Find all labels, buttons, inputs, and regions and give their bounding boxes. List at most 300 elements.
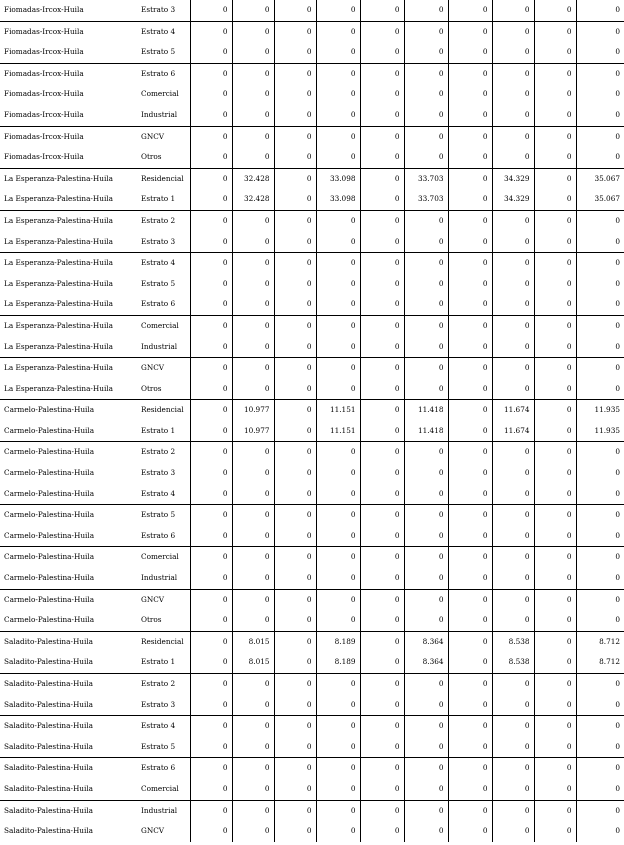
value-cell: 0 xyxy=(232,674,274,695)
value-cell: 0 xyxy=(360,358,404,379)
value-cell: 0 xyxy=(360,21,404,42)
table-row xyxy=(0,800,624,821)
value-cell: 0 xyxy=(316,294,360,315)
value-cell: 0 xyxy=(404,800,448,821)
value-cell: 0 xyxy=(492,358,534,379)
value-cell: 10.977 xyxy=(232,400,274,421)
value-cell: 0 xyxy=(404,253,448,274)
category-cell: Estrato 2 xyxy=(138,674,190,695)
table-row xyxy=(0,547,624,568)
value-cell: 0 xyxy=(190,126,232,147)
table-row xyxy=(0,442,624,463)
table-row xyxy=(0,674,624,695)
value-cell: 0 xyxy=(448,674,492,695)
value-cell: 8.015 xyxy=(232,631,274,652)
value-cell: 0 xyxy=(492,779,534,800)
value-cell: 0 xyxy=(232,358,274,379)
category-cell: Estrato 1 xyxy=(141,194,176,204)
site-cell: Fiomadas-Ircox-Huila xyxy=(4,89,84,99)
value-cell: 0 xyxy=(316,253,360,274)
value-cell: 0 xyxy=(448,695,492,716)
table-row xyxy=(0,589,624,610)
value-cell: 0 xyxy=(360,821,404,842)
value-cell: 0 xyxy=(404,126,448,147)
value-cell: 0 xyxy=(274,631,316,652)
value-cell: 0 xyxy=(232,568,274,589)
category-cell: Otros xyxy=(141,152,162,162)
table-row xyxy=(0,42,624,63)
value-cell: 0 xyxy=(190,505,232,526)
value-cell: 33.703 xyxy=(404,189,448,210)
value-cell: 0 xyxy=(492,232,534,253)
value-cell: 0 xyxy=(190,674,232,695)
value-cell: 11.674 xyxy=(492,421,534,442)
value-cell: 0 xyxy=(404,779,448,800)
value-cell: 0 xyxy=(492,253,534,274)
site-cell: Carmelo-Palestina-Huila xyxy=(4,488,95,498)
value-cell: 0 xyxy=(360,84,404,105)
value-cell: 0 xyxy=(404,737,448,758)
value-cell: 0 xyxy=(360,253,404,274)
value-cell: 32.428 xyxy=(232,189,274,210)
value-cell: 0 xyxy=(448,442,492,463)
table-row xyxy=(0,126,624,147)
site-cell: Saladito-Palestina-Huila xyxy=(4,826,94,836)
value-cell: 0 xyxy=(190,315,232,336)
value-cell: 0 xyxy=(274,337,316,358)
value-cell: 0 xyxy=(190,442,232,463)
value-cell: 0 xyxy=(448,400,492,421)
value-cell: 0 xyxy=(534,21,576,42)
value-cell: 0 xyxy=(404,0,448,21)
value-cell: 0 xyxy=(404,274,448,295)
value-cell: 0 xyxy=(190,21,232,42)
value-cell: 0 xyxy=(360,631,404,652)
value-cell: 8.712 xyxy=(576,631,624,652)
value-cell: 0 xyxy=(190,274,232,295)
value-cell: 0 xyxy=(448,126,492,147)
value-cell: 0 xyxy=(576,442,624,463)
value-cell: 0 xyxy=(232,505,274,526)
category-cell: GNCV xyxy=(138,589,190,610)
value-cell: 0 xyxy=(190,358,232,379)
value-cell: 0 xyxy=(316,505,360,526)
value-cell: 11.935 xyxy=(576,400,624,421)
value-cell: 0 xyxy=(492,42,534,63)
value-cell: 0 xyxy=(190,189,232,210)
value-cell: 0 xyxy=(576,253,624,274)
table-row xyxy=(0,232,624,253)
value-cell: 0 xyxy=(360,105,404,126)
table-row xyxy=(0,21,624,42)
value-cell: 11.935 xyxy=(576,421,624,442)
value-cell: 0 xyxy=(360,337,404,358)
value-cell: 0 xyxy=(404,358,448,379)
value-cell: 0 xyxy=(274,42,316,63)
table-row xyxy=(0,358,624,379)
table-row xyxy=(0,400,624,421)
category-cell: Otros xyxy=(141,383,162,393)
value-cell: 0 xyxy=(404,315,448,336)
value-cell: 33.098 xyxy=(316,168,360,189)
value-cell: 0 xyxy=(448,21,492,42)
value-cell: 0 xyxy=(492,0,534,21)
table-row xyxy=(0,505,624,526)
table-row xyxy=(0,526,624,547)
value-cell: 0 xyxy=(360,758,404,779)
value-cell: 0 xyxy=(534,547,576,568)
value-cell: 0 xyxy=(274,379,316,400)
table-row xyxy=(0,716,624,737)
value-cell: 0 xyxy=(448,821,492,842)
value-cell: 0 xyxy=(232,21,274,42)
value-cell: 0 xyxy=(534,210,576,231)
value-cell: 0 xyxy=(576,716,624,737)
value-cell: 0 xyxy=(576,568,624,589)
site-cell: Fiomadas-Ircox-Huila xyxy=(0,63,138,84)
category-cell: Industrial xyxy=(138,800,190,821)
value-cell: 0 xyxy=(316,147,360,168)
value-cell: 0 xyxy=(316,716,360,737)
value-cell: 0 xyxy=(576,547,624,568)
value-cell: 0 xyxy=(404,526,448,547)
value-cell: 0 xyxy=(492,695,534,716)
value-cell: 0 xyxy=(492,526,534,547)
value-cell: 0 xyxy=(360,421,404,442)
value-cell: 0 xyxy=(448,63,492,84)
value-cell: 0 xyxy=(232,42,274,63)
value-cell: 0 xyxy=(190,463,232,484)
value-cell: 8.189 xyxy=(316,652,360,673)
value-cell: 0 xyxy=(576,505,624,526)
category-cell: Estrato 3 xyxy=(141,5,176,14)
category-cell: Estrato 3 xyxy=(141,468,176,478)
value-cell: 0 xyxy=(316,547,360,568)
table-row xyxy=(0,105,624,126)
value-cell: 0 xyxy=(534,526,576,547)
category-cell: Otros xyxy=(141,615,162,625)
value-cell: 0 xyxy=(492,84,534,105)
value-cell: 0 xyxy=(492,379,534,400)
value-cell: 0 xyxy=(534,758,576,779)
value-cell: 0 xyxy=(404,821,448,842)
site-cell: Fiomadas-Ircox-Huila xyxy=(0,126,138,147)
value-cell: 0 xyxy=(448,484,492,505)
value-cell: 0 xyxy=(316,568,360,589)
table-row xyxy=(0,652,624,673)
value-cell: 0 xyxy=(232,589,274,610)
value-cell: 0 xyxy=(534,63,576,84)
value-cell: 0 xyxy=(534,716,576,737)
value-cell: 0 xyxy=(492,821,534,842)
table-row xyxy=(0,337,624,358)
value-cell: 0 xyxy=(448,421,492,442)
value-cell: 0 xyxy=(448,547,492,568)
value-cell: 0 xyxy=(360,674,404,695)
category-cell: Estrato 2 xyxy=(138,210,190,231)
value-cell: 11.418 xyxy=(404,400,448,421)
value-cell: 0 xyxy=(492,716,534,737)
table-row xyxy=(0,821,624,842)
value-cell: 0 xyxy=(360,737,404,758)
site-cell: La Esperanza-Palestina-Huila xyxy=(0,358,138,379)
value-cell: 0 xyxy=(448,737,492,758)
value-cell: 0 xyxy=(534,253,576,274)
site-cell: Saladito-Palestina-Huila xyxy=(0,674,138,695)
value-cell: 0 xyxy=(404,84,448,105)
value-cell: 0 xyxy=(190,821,232,842)
value-cell: 0 xyxy=(404,589,448,610)
value-cell: 0 xyxy=(316,526,360,547)
value-cell: 0 xyxy=(448,505,492,526)
value-cell: 0 xyxy=(360,463,404,484)
table-row xyxy=(0,779,624,800)
value-cell: 0 xyxy=(448,526,492,547)
value-cell: 0 xyxy=(316,379,360,400)
value-cell: 8.189 xyxy=(316,631,360,652)
value-cell: 0 xyxy=(274,0,316,21)
value-cell: 0 xyxy=(576,695,624,716)
category-cell: Estrato 4 xyxy=(138,716,190,737)
value-cell: 0 xyxy=(448,800,492,821)
value-cell: 0 xyxy=(232,695,274,716)
value-cell: 0 xyxy=(360,379,404,400)
value-cell: 0 xyxy=(534,610,576,631)
table-row xyxy=(0,315,624,336)
value-cell: 0 xyxy=(448,294,492,315)
value-cell: 0 xyxy=(274,442,316,463)
value-cell: 0 xyxy=(492,610,534,631)
value-cell: 0 xyxy=(232,105,274,126)
value-cell: 11.151 xyxy=(316,400,360,421)
value-cell: 0 xyxy=(492,737,534,758)
value-cell: 0 xyxy=(190,568,232,589)
value-cell: 0 xyxy=(576,0,624,21)
value-cell: 0 xyxy=(404,758,448,779)
value-cell: 0 xyxy=(576,84,624,105)
value-cell: 0 xyxy=(534,421,576,442)
value-cell: 33.098 xyxy=(316,189,360,210)
value-cell: 0 xyxy=(232,463,274,484)
value-cell: 0 xyxy=(232,84,274,105)
site-cell: Saladito-Palestina-Huila xyxy=(4,657,94,667)
value-cell: 0 xyxy=(316,779,360,800)
value-cell: 0 xyxy=(360,505,404,526)
category-cell: Estrato 4 xyxy=(141,488,176,498)
category-cell: Estrato 1 xyxy=(141,657,176,667)
value-cell: 0 xyxy=(274,505,316,526)
value-cell: 0 xyxy=(492,800,534,821)
value-cell: 0 xyxy=(232,126,274,147)
value-cell: 0 xyxy=(534,400,576,421)
value-cell: 0 xyxy=(316,821,360,842)
value-cell: 0 xyxy=(232,315,274,336)
value-cell: 0 xyxy=(274,84,316,105)
value-cell: 0 xyxy=(190,168,232,189)
value-cell: 0 xyxy=(360,315,404,336)
value-cell: 0 xyxy=(232,294,274,315)
value-cell: 11.674 xyxy=(492,400,534,421)
value-cell: 0 xyxy=(274,253,316,274)
value-cell: 33.703 xyxy=(404,168,448,189)
value-cell: 0 xyxy=(576,779,624,800)
site-cell: Carmelo-Palestina-Huila xyxy=(4,425,95,435)
value-cell: 0 xyxy=(492,274,534,295)
value-cell: 0 xyxy=(576,315,624,336)
site-cell: Fiomadas-Ircox-Huila xyxy=(4,47,84,57)
value-cell: 0 xyxy=(360,652,404,673)
value-cell: 0 xyxy=(360,294,404,315)
value-cell: 0 xyxy=(190,337,232,358)
value-cell: 0 xyxy=(232,737,274,758)
table-row xyxy=(0,294,624,315)
value-cell: 0 xyxy=(316,758,360,779)
value-cell: 0 xyxy=(534,779,576,800)
table-row xyxy=(0,253,624,274)
value-cell: 0 xyxy=(274,779,316,800)
value-cell: 0 xyxy=(534,294,576,315)
value-cell: 0 xyxy=(404,547,448,568)
value-cell: 0 xyxy=(492,21,534,42)
value-cell: 0 xyxy=(274,126,316,147)
value-cell: 0 xyxy=(360,210,404,231)
value-cell: 11.151 xyxy=(316,421,360,442)
value-cell: 11.418 xyxy=(404,421,448,442)
table-row xyxy=(0,610,624,631)
value-cell: 0 xyxy=(404,568,448,589)
category-cell: Estrato 5 xyxy=(138,505,190,526)
site-cell: Carmelo-Palestina-Huila xyxy=(0,505,138,526)
value-cell: 0 xyxy=(316,610,360,631)
value-cell: 0 xyxy=(274,105,316,126)
value-cell: 0 xyxy=(448,232,492,253)
value-cell: 0 xyxy=(404,210,448,231)
value-cell: 0 xyxy=(534,84,576,105)
value-cell: 0 xyxy=(534,568,576,589)
value-cell: 0 xyxy=(492,105,534,126)
value-cell: 0 xyxy=(274,484,316,505)
value-cell: 0 xyxy=(232,337,274,358)
value-cell: 0 xyxy=(576,274,624,295)
table-row xyxy=(0,84,624,105)
value-cell: 0 xyxy=(274,821,316,842)
value-cell: 0 xyxy=(190,779,232,800)
value-cell: 0 xyxy=(576,105,624,126)
value-cell: 0 xyxy=(190,0,232,21)
value-cell: 0 xyxy=(534,358,576,379)
value-cell: 0 xyxy=(316,210,360,231)
value-cell: 0 xyxy=(232,232,274,253)
value-cell: 0 xyxy=(534,505,576,526)
value-cell: 0 xyxy=(232,0,274,21)
value-cell: 0 xyxy=(448,779,492,800)
value-cell: 0 xyxy=(316,126,360,147)
value-cell: 0 xyxy=(232,758,274,779)
value-cell: 0 xyxy=(360,484,404,505)
value-cell: 0 xyxy=(316,358,360,379)
value-cell: 0 xyxy=(576,758,624,779)
table-row xyxy=(0,379,624,400)
value-cell: 0 xyxy=(360,42,404,63)
value-cell: 0 xyxy=(274,147,316,168)
value-cell: 0 xyxy=(360,526,404,547)
value-cell: 0 xyxy=(576,358,624,379)
value-cell: 0 xyxy=(190,421,232,442)
value-cell: 0 xyxy=(360,400,404,421)
table-row xyxy=(0,631,624,652)
value-cell: 0 xyxy=(232,800,274,821)
value-cell: 0 xyxy=(274,737,316,758)
value-cell: 0 xyxy=(576,379,624,400)
value-cell: 0 xyxy=(274,189,316,210)
value-cell: 0 xyxy=(448,358,492,379)
table-row xyxy=(0,695,624,716)
site-cell: La Esperanza-Palestina-Huila xyxy=(4,341,113,351)
value-cell: 0 xyxy=(534,589,576,610)
value-cell: 0 xyxy=(492,758,534,779)
site-cell: Carmelo-Palestina-Huila xyxy=(4,468,95,478)
value-cell: 0 xyxy=(448,253,492,274)
value-cell: 0 xyxy=(274,63,316,84)
value-cell: 0 xyxy=(534,484,576,505)
site-cell: La Esperanza-Palestina-Huila xyxy=(0,168,138,189)
value-cell: 0 xyxy=(576,21,624,42)
value-cell: 0 xyxy=(448,210,492,231)
value-cell: 0 xyxy=(316,232,360,253)
site-cell: La Esperanza-Palestina-Huila xyxy=(4,194,113,204)
value-cell: 0 xyxy=(534,631,576,652)
value-cell: 0 xyxy=(404,716,448,737)
value-cell: 0 xyxy=(492,547,534,568)
value-cell: 0 xyxy=(360,716,404,737)
value-cell: 0 xyxy=(576,800,624,821)
value-cell: 0 xyxy=(360,695,404,716)
value-cell: 0 xyxy=(360,168,404,189)
value-cell: 0 xyxy=(534,337,576,358)
value-cell: 0 xyxy=(274,358,316,379)
site-cell: Saladito-Palestina-Huila xyxy=(0,800,138,821)
site-cell: Carmelo-Palestina-Huila xyxy=(0,589,138,610)
value-cell: 0 xyxy=(492,63,534,84)
value-cell: 0 xyxy=(576,526,624,547)
value-cell: 0 xyxy=(492,484,534,505)
value-cell: 0 xyxy=(360,126,404,147)
value-cell: 0 xyxy=(232,484,274,505)
value-cell: 8.015 xyxy=(232,652,274,673)
site-cell: La Esperanza-Palestina-Huila xyxy=(4,383,113,393)
value-cell: 0 xyxy=(576,484,624,505)
value-cell: 0 xyxy=(360,189,404,210)
value-cell: 0 xyxy=(274,674,316,695)
value-cell: 0 xyxy=(274,526,316,547)
value-cell: 0 xyxy=(360,274,404,295)
value-cell: 0 xyxy=(404,674,448,695)
value-cell: 0 xyxy=(274,547,316,568)
value-cell: 0 xyxy=(492,568,534,589)
site-cell: Saladito-Palestina-Huila xyxy=(0,758,138,779)
site-cell: Saladito-Palestina-Huila xyxy=(0,631,138,652)
value-cell: 0 xyxy=(232,63,274,84)
value-cell: 0 xyxy=(534,126,576,147)
value-cell: 0 xyxy=(404,294,448,315)
value-cell: 0 xyxy=(232,253,274,274)
category-cell: Estrato 6 xyxy=(141,299,176,309)
table-row xyxy=(0,0,624,21)
value-cell: 0 xyxy=(190,610,232,631)
value-cell: 0 xyxy=(190,631,232,652)
value-cell: 0 xyxy=(190,232,232,253)
value-cell: 0 xyxy=(448,568,492,589)
